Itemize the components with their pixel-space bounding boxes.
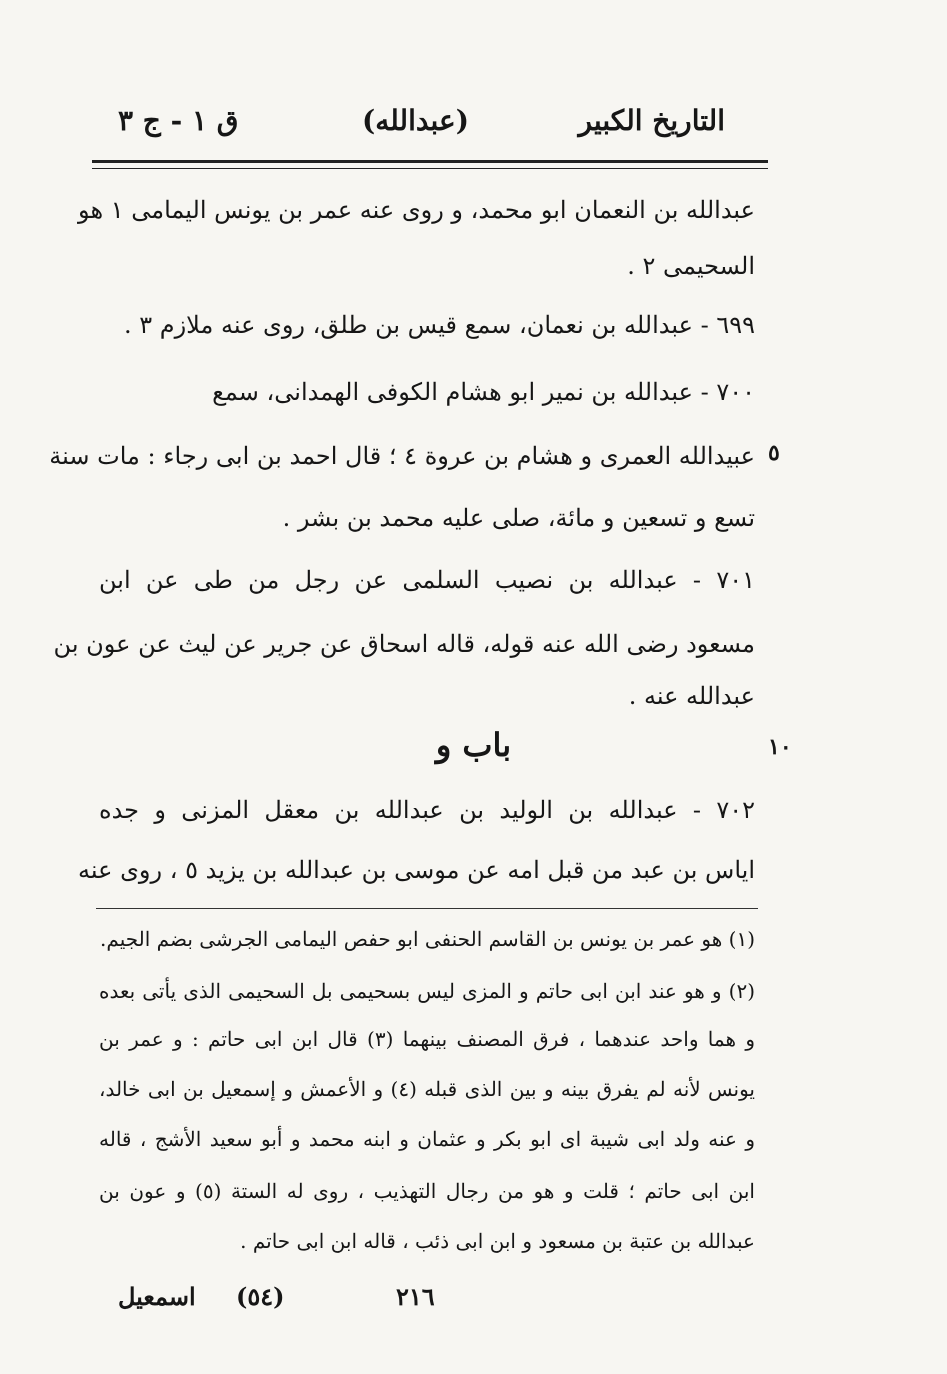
footnote-line: (١) هو عمر بن يونس بن القاسم الحنفى ابو حفص اليمامى الجرشى بضم الجيم.	[100, 927, 755, 951]
entry-699: ٦٩٩ - عبدالله بن نعمان، سمع قيس بن طلق، روى عنه ملازم ٣ .	[123, 311, 755, 339]
header-rule-thick	[92, 160, 768, 163]
section-heading: (عبدالله)	[362, 104, 469, 137]
entry-701: ٧٠١ - عبدالله بن نصيب السلمى عن رجل من طى عن ابن	[99, 566, 755, 594]
text-line: عبيدالله العمرى و هشام بن عروة ٤ ؛ قال احمد بن ابى رجاء : مات سنة	[49, 442, 755, 470]
signature-mark: (٥٤)	[236, 1282, 285, 1311]
line-number-5: ٥	[768, 440, 780, 466]
text-line: اياس بن عبد من قبل امه عن موسى بن عبدالله بن يزيد ٥ ، روى عنه	[78, 856, 755, 884]
catchword: اسمعيل	[118, 1282, 196, 1311]
text-line: تسع و تسعين و مائة، صلى عليه محمد بن بشر .	[282, 504, 755, 532]
volume-label: ق ١ - ج ٣	[118, 104, 239, 137]
text-line: عبدالله بن النعمان ابو محمد، و روى عنه عمر بن يونس اليمامى ١ هو	[78, 196, 755, 224]
entry-700: ٧٠٠ - عبدالله بن نمير ابو هشام الكوفى الهمدانى، سمع	[212, 378, 755, 406]
footnote-line: يونس لأنه لم يفرق بينه و بين الذى قبله (٤) و الأعمش و إسمعيل بن ابى خالد،	[99, 1077, 755, 1101]
footnote-line: عبدالله بن عتبة بن مسعود و ابن ابى ذئب ، قاله ابن ابى حاتم .	[240, 1229, 755, 1253]
text-line: السحيمى ٢ .	[627, 252, 755, 280]
running-title: التاريخ الكبير	[578, 104, 725, 137]
text-line: عبدالله عنه .	[628, 682, 755, 710]
page-number: ٢١٦	[396, 1282, 435, 1311]
chapter-title: باب و	[435, 726, 512, 764]
footnote-line: (٢) و هو عند ابن ابى حاتم و المزى ليس بسحيمى بل السحيمى الذى يأتى بعده	[99, 979, 755, 1003]
footnote-rule	[96, 908, 758, 909]
footnote-line: و عنه ولد ابى شيبة اى ابو بكر و عثمان و ابنه محمد و أبو سعيد الأشج ، قاله	[99, 1127, 755, 1151]
footnote-line: و هما واحد عندهما ، فرق المصنف بينهما (٣) قال ابن ابى حاتم : و عمر بن	[99, 1027, 755, 1051]
footnote-line: ابن ابى حاتم ؛ قلت و هو من رجال التهذيب ، روى له الستة (٥) و عون بن	[99, 1179, 755, 1203]
text-line: مسعود رضى الله عنه قوله، قاله اسحاق عن جرير عن ليث عن عون بن	[53, 630, 755, 658]
header-rule-thin	[92, 168, 768, 169]
entry-702: ٧٠٢ - عبدالله بن الوليد بن عبدالله بن معقل المزنى و جده	[99, 796, 755, 824]
line-number-10: ١٠	[768, 734, 792, 760]
